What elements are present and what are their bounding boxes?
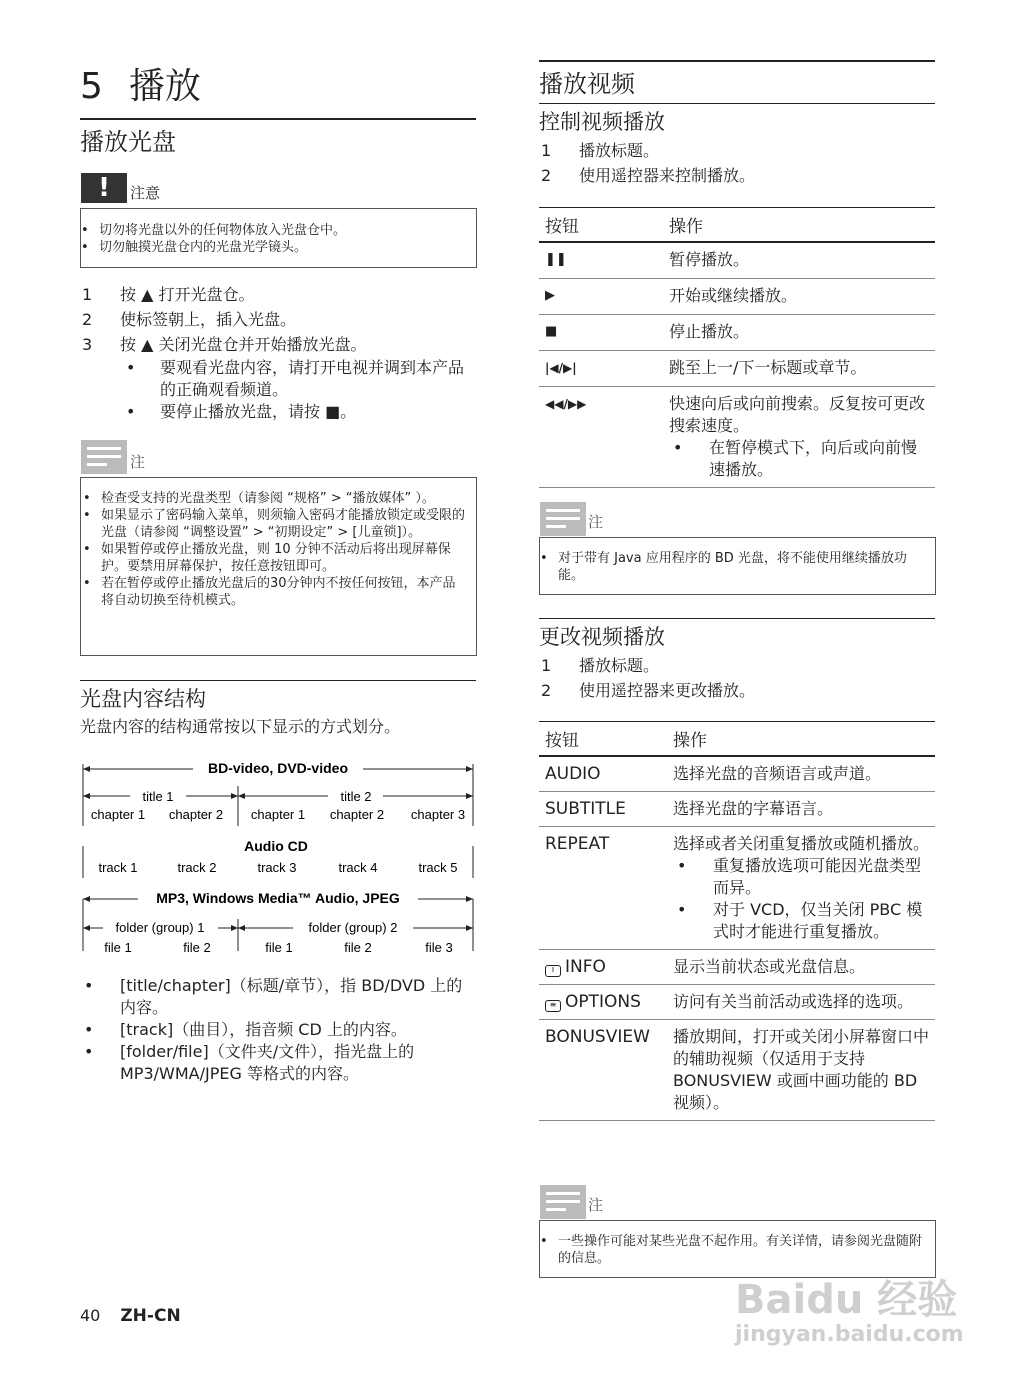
step-bullet: • 要观看光盘内容，请打开电视并调到本产品的正确观看频道。 xyxy=(122,357,477,401)
structure-title: 光盘内容结构 xyxy=(80,687,206,711)
skip-icon: |◀/▶| xyxy=(539,350,663,386)
diagram-title-2: title 2 xyxy=(340,789,372,804)
diagram-track: track 4 xyxy=(338,860,378,875)
subsection-control-video: 控制视频播放 xyxy=(539,110,665,134)
change-table: 按钮 操作 AUDIO 选择光盘的音频语言或声道。 SUBTITLE 选择光盘的字幕语言。 REPEAT 选择或者关闭重复播放或随机播放。 • 重复播放选项可能因光盘类型而异。 • 对于 VCD，仅当关闭 PBC 模式时才能进行重复播放。 i INFO 显示当前状态或光盘信息。 ≡ OPTIONS 访问有关当前活动或选择的选项。 BONUSVIEW 播放期间，打开或关闭小屏幕窗口中的辅助视频（仅适用于支持 BONUSVIEW 或画中画功能的 BD 视频）。 xyxy=(539,721,935,1121)
pause-icon: ❚❚ xyxy=(539,242,663,278)
play-icon: ▶ xyxy=(539,278,663,314)
note-item: • 对于带有 Java 应用程序的 BD 光盘，将不能使用继续播放功能。 xyxy=(536,550,929,584)
disc-structure-diagram xyxy=(78,756,478,956)
repeat-button-label: REPEAT xyxy=(539,827,667,950)
options-icon: ≡ xyxy=(545,1000,561,1012)
search-icon: ◀◀/▶▶ xyxy=(539,386,663,487)
diagram-chapter: chapter 1 xyxy=(90,807,146,822)
page-number: 40 xyxy=(80,1306,101,1325)
caution-item: • 切勿触摸光盘仓内的光盘光学镜头。 xyxy=(77,239,470,256)
diagram-cd-header: Audio CD xyxy=(244,838,308,854)
language-code: ZH-CN xyxy=(120,1306,181,1326)
diagram-chapter: chapter 3 xyxy=(410,807,466,822)
diagram-chapter: chapter 2 xyxy=(329,807,385,822)
control-table: 按钮 操作 ❚❚ 暂停播放。 ▶ 开始或继续播放。 ■ 停止播放。 |◀/▶| 跳至上一/下一标题或章节。 ◀◀/▶▶ 快速向后或向前搜索。反复按可更改搜索速度。 • 在暂停模式下，向后或向前慢速播放。 xyxy=(539,207,935,488)
note-box xyxy=(80,477,477,656)
watermark-brand: Baidu 经验 xyxy=(735,1277,958,1323)
term-item: • [folder/file]（文件夹/文件），指光盘上的 MP3/WMA/JPEG 等格式的内容。 xyxy=(80,1041,475,1085)
options-button-label: OPTIONS xyxy=(565,992,641,1012)
diagram-file: file 2 xyxy=(183,940,211,955)
chapter-title: 5 播放 xyxy=(80,66,201,107)
section-title-play-video: 播放视频 xyxy=(539,70,635,98)
info-icon: i xyxy=(545,965,561,977)
diagram-track: track 3 xyxy=(257,860,297,875)
diagram-track: track 5 xyxy=(418,860,458,875)
audio-button-label: AUDIO xyxy=(539,756,667,792)
diagram-folder-1: folder (group) 1 xyxy=(115,920,205,935)
stop-icon: ■ xyxy=(539,314,663,350)
terms-list xyxy=(80,975,475,1085)
note-item: • 若在暂停或停止播放光盘后的30分钟内不按任何按钮，本产品将自动切换至待机模式。 xyxy=(79,575,468,609)
note-icon xyxy=(540,502,586,536)
note-item: • 一些操作可能对某些光盘不起作用。有关详情，请参阅光盘随附的信息。 xyxy=(536,1233,929,1267)
steps-list: 1 按 ▲ 打开光盘仓。 2 使标签朝上，插入光盘。 3 按 ▲ 关闭光盘仓并开始播放光盘。 • 要观看光盘内容，请打开电视并调到本产品的正确观看频道。 • 要停止播放光盘，请按 ■。 xyxy=(82,282,477,423)
divider xyxy=(80,118,476,120)
subtitle-button-label: SUBTITLE xyxy=(539,792,667,827)
note-item: • 检查受支持的光盘类型（请参阅 “规格” > “播放媒体” ）。 xyxy=(79,490,468,507)
diagram-mp3-header: MP3, Windows Media™ Audio, JPEG xyxy=(156,890,400,906)
term-item: • [title/chapter]（标题/章节），指 BD/DVD 上的内容。 xyxy=(80,975,475,1019)
steps-list: 1 播放标题。 2 使用遥控器来更改播放。 xyxy=(541,656,756,700)
note-item: • 如果暂停或停止播放光盘，则 10 分钟不活动后将出现屏幕保护。要禁用屏幕保护，按任意按钮即可。 xyxy=(79,541,468,575)
section-title-play-disc: 播放光盘 xyxy=(80,128,176,156)
divider xyxy=(80,680,476,681)
diagram-file: file 1 xyxy=(265,940,293,955)
note-icon xyxy=(81,440,127,474)
caution-label: 注意 xyxy=(130,184,161,202)
diagram-file: file 3 xyxy=(425,940,453,955)
divider xyxy=(539,618,935,619)
note-icon xyxy=(540,1185,586,1219)
note-label: 注 xyxy=(130,453,146,471)
diagram-track: track 2 xyxy=(177,860,217,875)
diagram-file: file 1 xyxy=(104,940,132,955)
caution-item: • 切勿将光盘以外的任何物体放入光盘仓中。 xyxy=(77,222,470,239)
watermark-url: jingyan.baidu.com xyxy=(735,1322,964,1347)
bonusview-button-label: BONUSVIEW xyxy=(539,1020,667,1121)
diagram-track: track 1 xyxy=(98,860,138,875)
diagram-title-1: title 1 xyxy=(142,789,174,804)
divider xyxy=(539,103,935,104)
note-item: • 如果显示了密码输入菜单，则须输入密码才能播放锁定或受限的光盘（请参阅 “调整设置” > “初期设定” > [儿童锁]）。 xyxy=(79,507,468,541)
note-label: 注 xyxy=(588,1196,604,1214)
diagram-folder-2: folder (group) 2 xyxy=(308,920,398,935)
structure-intro: 光盘内容的结构通常按以下显示的方式划分。 xyxy=(80,717,401,736)
info-button-label: INFO xyxy=(565,957,606,977)
step-bullet: • 要停止播放光盘，请按 ■。 xyxy=(122,401,477,423)
note-box xyxy=(539,537,936,595)
diagram-chapter: chapter 2 xyxy=(168,807,224,822)
footer xyxy=(80,1306,181,1326)
caution-box xyxy=(80,208,477,268)
diagram-file: file 2 xyxy=(344,940,372,955)
diagram-bd-header: BD-video, DVD-video xyxy=(207,760,349,776)
diagram-chapter: chapter 1 xyxy=(250,807,306,822)
caution-icon: ! xyxy=(81,173,127,203)
subsection-change-video: 更改视频播放 xyxy=(539,625,665,649)
divider xyxy=(539,60,935,62)
note-label: 注 xyxy=(588,513,604,531)
term-item: • [track]（曲目），指音频 CD 上的内容。 xyxy=(80,1019,475,1041)
steps-list: 1 播放标题。 2 使用遥控器来控制播放。 xyxy=(541,141,756,185)
